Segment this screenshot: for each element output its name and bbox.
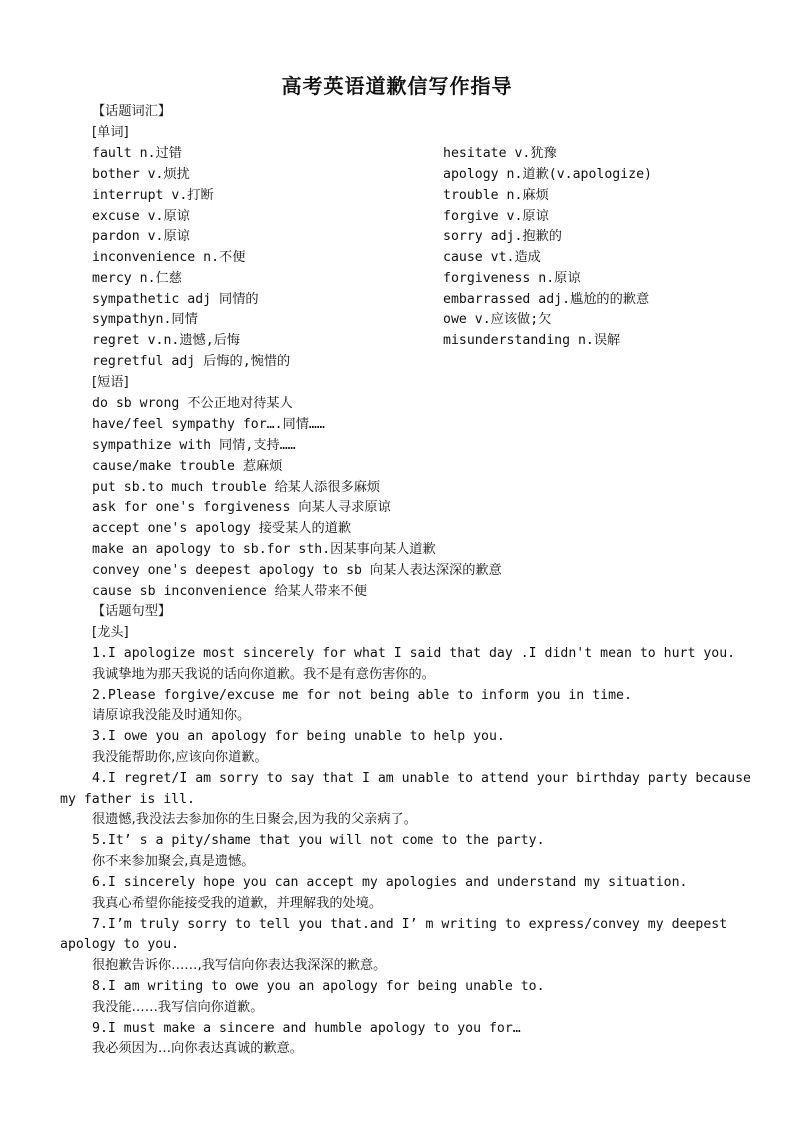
phrase-item: sympathize with 同情,支持……	[92, 438, 296, 453]
sentence-english: 8.I am writing to owe you an apology for being unable to.	[92, 979, 545, 994]
phrase-item: do sb wrong 不公正地对待某人	[92, 396, 293, 411]
vocab-item: hesitate v.犹豫	[443, 146, 557, 161]
phrase-item: ask for one's forgiveness 向某人寻求原谅	[92, 500, 391, 515]
vocab-item: forgiveness n.原谅	[443, 271, 581, 286]
sentence-chinese: 我没能帮助你,应该向你道歉。	[92, 750, 268, 765]
vocab-item: bother v.烦扰	[92, 167, 190, 182]
sentence-chinese: 我必须因为…向你表达真诚的歉意。	[92, 1041, 303, 1056]
vocab-item: regret v.n.遗憾,后悔	[92, 333, 241, 348]
vocab-item: inconvenience n.不便	[92, 250, 246, 265]
sentence-chinese: 请原谅我没能及时通知你。	[92, 708, 251, 723]
sentence-english: 3.I owe you an apology for being unable to help you.	[92, 729, 505, 744]
subheading-opening: [龙头]	[92, 625, 129, 640]
sentence-chinese: 我诚挚地为那天我说的话向你道歉。我不是有意伤害你的。	[92, 667, 435, 682]
sentence-english: 5.It’ s a pity/shame that you will not come to the party.	[92, 833, 545, 848]
sentence-english: 9.I must make a sincere and humble apology to you for…	[92, 1021, 521, 1036]
vocab-item: mercy n.仁慈	[92, 271, 182, 286]
vocab-item: pardon v.原谅	[92, 229, 190, 244]
subheading-phrases: [短语]	[92, 375, 129, 390]
vocab-item: interrupt v.打断	[92, 188, 214, 203]
vocab-item: forgive v.原谅	[443, 209, 549, 224]
sentence-chinese: 很遗憾,我没法去参加你的生日聚会,因为我的父亲病了。	[92, 812, 417, 827]
vocab-item: trouble n.麻烦	[443, 188, 549, 203]
phrase-item: put sb.to much trouble 给某人添很多麻烦	[92, 480, 381, 495]
vocab-item: misunderstanding n.误解	[443, 333, 621, 348]
sentence-english: 4.I regret/I am sorry to say that I am unable to attend your birthday party because	[92, 771, 751, 786]
sentence-english-continued: apology to you.	[60, 937, 180, 952]
section-heading-sentences: 【话题句型】	[92, 604, 172, 619]
vocab-item: regretful adj 后悔的,惋惜的	[92, 354, 291, 369]
vocab-item: apology n.道歉(v.apologize)	[443, 167, 652, 182]
sentence-english: 1.I apologize most sincerely for what I said that day .I didn't mean to hurt you.	[92, 646, 736, 661]
vocab-item: excuse v.原谅	[92, 209, 190, 224]
vocab-item: sympathyn.同情	[92, 312, 198, 327]
sentence-english-continued: my father is ill.	[60, 792, 195, 807]
sentence-english: 7.I’m truly sorry to tell you that.and I’ m writing to express/convey my deepest	[92, 917, 728, 932]
section-heading-vocabulary: 【话题词汇】	[92, 104, 172, 119]
phrase-item: convey one's deepest apology to sb 向某人表达深深的歉意	[92, 563, 502, 578]
vocab-item: owe v.应该做;欠	[443, 312, 552, 327]
vocab-item: sympathetic adj 同情的	[92, 292, 259, 307]
sentence-chinese: 你不来参加聚会,真是遗憾。	[92, 854, 255, 869]
phrase-item: make an apology to sb.for sth.因某事向某人道歉	[92, 542, 436, 557]
subheading-words: [单词]	[92, 125, 129, 140]
phrase-item: accept one's apology 接受某人的道歉	[92, 521, 352, 536]
phrase-item: cause sb inconvenience 给某人带来不便	[92, 584, 367, 599]
sentence-english: 2.Please forgive/excuse me for not being able to inform you in time.	[92, 688, 632, 703]
sentence-english: 6.I sincerely hope you can accept my apologies and understand my situation.	[92, 875, 688, 890]
sentence-chinese: 我真心希望你能接受我的道歉，并理解我的处境。	[92, 896, 383, 911]
sentence-chinese: 很抱歉告诉你……,我写信向你表达我深深的歉意。	[92, 958, 387, 973]
phrase-item: have/feel sympathy for….同情……	[92, 417, 325, 432]
page-title: 高考英语道歉信写作指导	[281, 74, 513, 98]
vocab-item: embarrassed adj.尴尬的的歉意	[443, 292, 650, 307]
sentence-chinese: 我没能……我写信向你道歉。	[92, 1000, 264, 1015]
vocab-item: cause vt.造成	[443, 250, 541, 265]
vocab-item: sorry adj.抱歉的	[443, 229, 562, 244]
vocab-item: fault n.过错	[92, 146, 182, 161]
phrase-item: cause/make trouble 惹麻烦	[92, 459, 283, 474]
